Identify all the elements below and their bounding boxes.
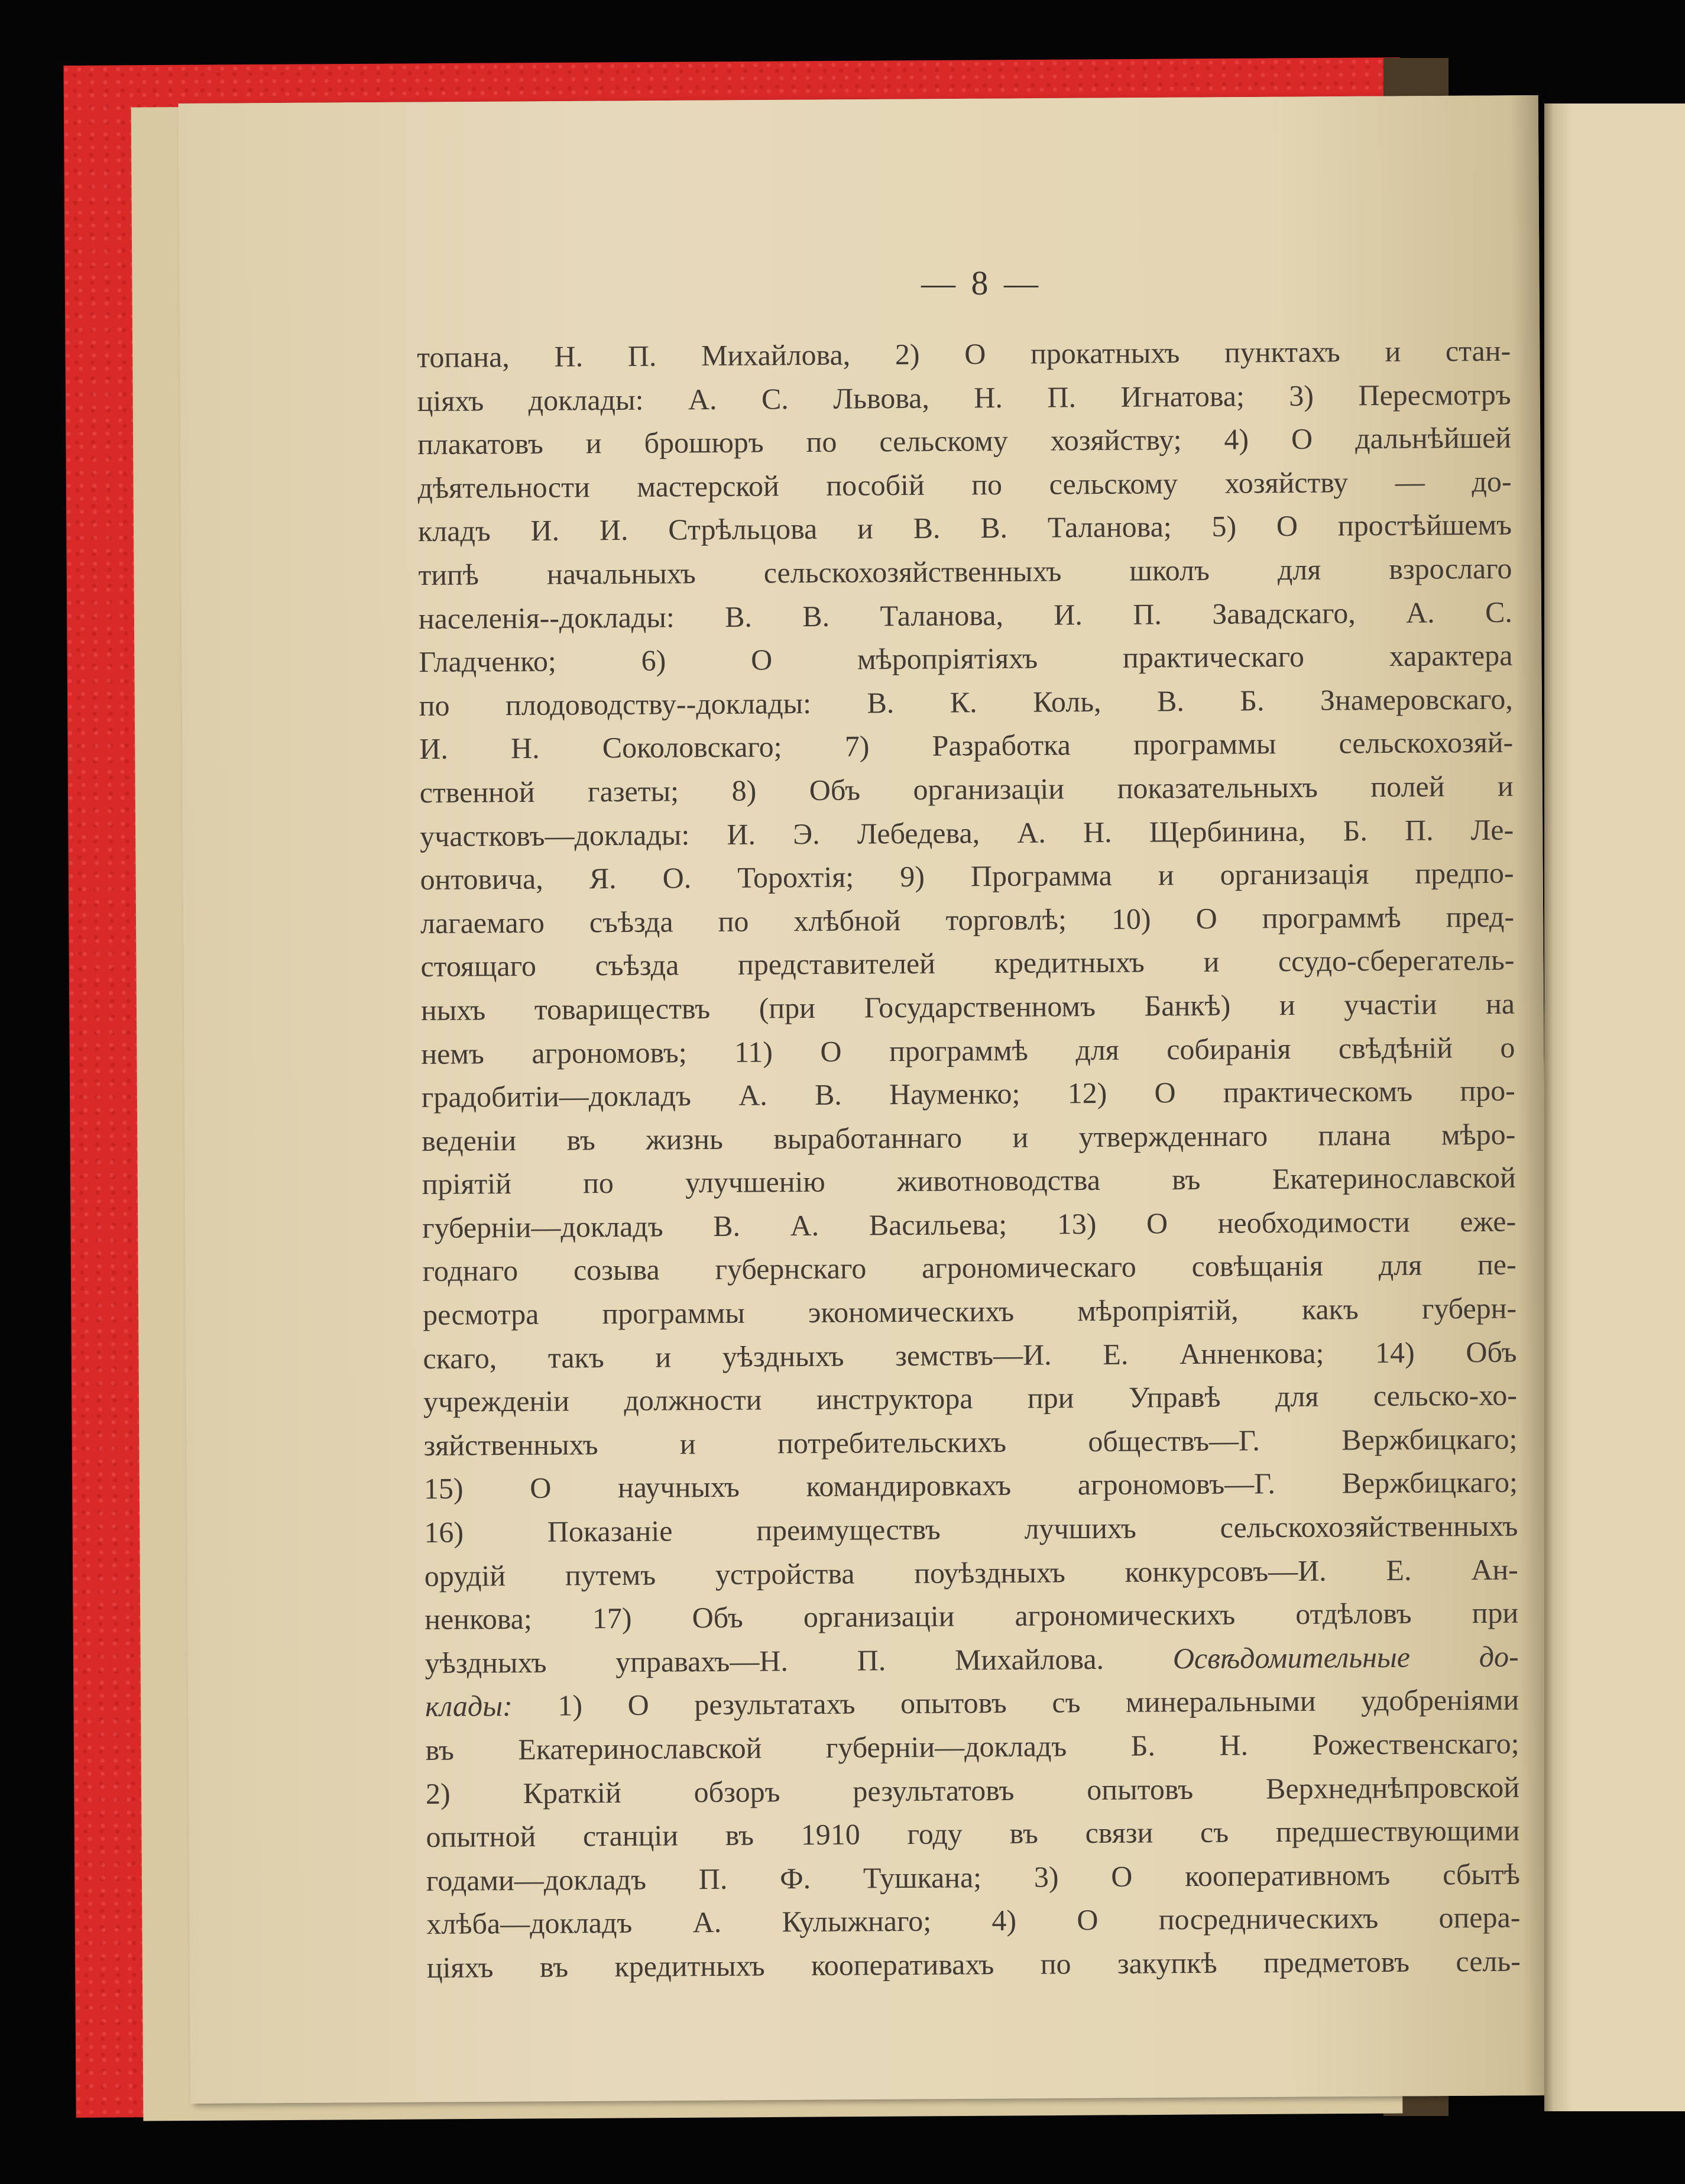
text-line: ныхъ товариществъ (при Государственномъ Банкѣ) и участіи на	[420, 986, 1515, 1027]
text-line: пріятій по улучшенію животноводства въ Екатеринославской	[422, 1160, 1516, 1201]
text-line: 2) Краткій обзоръ результатовъ опытовъ Верхнеднѣпровской	[425, 1770, 1520, 1810]
text-line: дѣятельности мастерской пособій по сельскому хозяйству — до-	[417, 464, 1512, 504]
text-line: учрежденіи должности инструктора при Управѣ для сельско-хо-	[423, 1378, 1518, 1419]
text-line: ціяхъ доклады: А. С. Львова, Н. П. Игнатова; 3) Пересмотръ	[417, 377, 1511, 418]
text-line: стоящаго съѣзда представителей кредитныхъ и ссудо-сберегатель-	[420, 943, 1515, 983]
text-line: зяйственныхъ и потребительскихъ обществъ—Г. Вержбицкаго;	[423, 1422, 1518, 1462]
text-line: скаго, такъ и уѣздныхъ земствъ—И. Е. Анненкова; 14) Объ	[423, 1335, 1517, 1375]
text-line: плакатовъ и брошюръ по сельскому хозяйству; 4) О дальнѣйшей	[417, 420, 1512, 461]
text-line: годнаго созыва губернскаго агрономическаго совѣщанія для пе-	[422, 1248, 1516, 1288]
italic-heading: Освѣдомительные до-	[1172, 1639, 1519, 1675]
text-line: ственной газеты; 8) Объ организаціи показательныхъ полей и	[419, 769, 1514, 809]
text-line: Гладченко; 6) О мѣропріятіяхъ практическаго характера	[419, 638, 1513, 679]
text-line: кладъ И. И. Стрѣльцова и В. В. Таланова; 5) О простѣйшемъ	[417, 508, 1512, 548]
text-line: топана, Н. П. Михайлова, 2) О прокатныхъ пунктахъ и стан-	[417, 334, 1511, 374]
text-line: 16) Показаніе преимуществъ лучшихъ сельскохозяйственныхъ	[424, 1509, 1518, 1549]
text-fragment: 1) О результатахъ опытовъ съ минеральными удобреніями	[512, 1683, 1519, 1723]
text-line: участковъ—доклады: И. Э. Лебедева, А. Н. Щербинина, Б. П. Ле-	[419, 813, 1514, 853]
text-line: ненкова; 17) Объ организаціи агрономическихъ отдѣловъ при	[425, 1596, 1519, 1636]
text-line	[425, 1635, 1518, 1685]
text-line: хлѣба—докладъ А. Кулыжнаго; 4) О посредническихъ опера-	[426, 1901, 1521, 1941]
text-line: градобитіи—докладъ А. В. Науменко; 12) О практическомъ про-	[421, 1073, 1515, 1114]
text-line: онтовича, Я. О. Торохтія; 9) Программа и организація предпо-	[420, 856, 1514, 897]
text-line: немъ агрономовъ; 11) О программѣ для собиранія свѣдѣній о	[421, 1030, 1515, 1070]
text-line: И. Н. Соколовскаго; 7) Разработка программы сельскохозяй-	[419, 726, 1514, 766]
text-line: 15) О научныхъ командировкахъ агрономовъ—Г. Вержбицкаго;	[423, 1465, 1518, 1506]
text-line	[425, 1678, 1519, 1729]
text-line: по плодоводству--доклады: В. К. Коль, В. Б. Знамеровскаго,	[419, 682, 1513, 722]
text-line: годами—докладъ П. Ф. Тушкана; 3) О кооперативномъ сбытѣ	[426, 1857, 1521, 1897]
text-line: опытной станціи въ 1910 году въ связи съ предшествующими	[426, 1813, 1520, 1854]
page-number: — 8 —	[921, 264, 1042, 302]
text-line: населенія--доклады: В. В. Таланова, И. П. Завадскаго, А. С.	[418, 595, 1513, 635]
text-line: лагаемаго съѣзда по хлѣбной торговлѣ; 10) О программѣ пред-	[420, 900, 1515, 940]
text-line: типѣ начальныхъ сельскохозяйственныхъ школъ для взрослаго	[418, 551, 1512, 591]
text-line: веденіи въ жизнь выработаннаго и утвержденнаго плана мѣро-	[422, 1117, 1516, 1157]
text-line: орудій путемъ устройства поуѣздныхъ конкурсовъ—И. Е. Ан-	[424, 1552, 1518, 1593]
text-line: въ Екатеринославской губерніи—докладъ Б. Н. Рожественскаго;	[425, 1726, 1519, 1766]
text-line: губерніи—докладъ В. А. Васильева; 13) О необходимости еже-	[422, 1204, 1516, 1244]
text-line: ресмотра программы экономическихъ мѣропріятій, какъ губерн-	[422, 1291, 1517, 1332]
italic-heading: клады:	[425, 1689, 513, 1723]
facing-page	[1544, 103, 1685, 2111]
text-fragment: уѣздныхъ управахъ—Н. П. Михайлова.	[425, 1642, 1104, 1680]
page-body-text	[417, 329, 1521, 1990]
text-line: ціяхъ въ кредитныхъ кооперативахъ по закупкѣ предметовъ сель-	[426, 1944, 1521, 1984]
